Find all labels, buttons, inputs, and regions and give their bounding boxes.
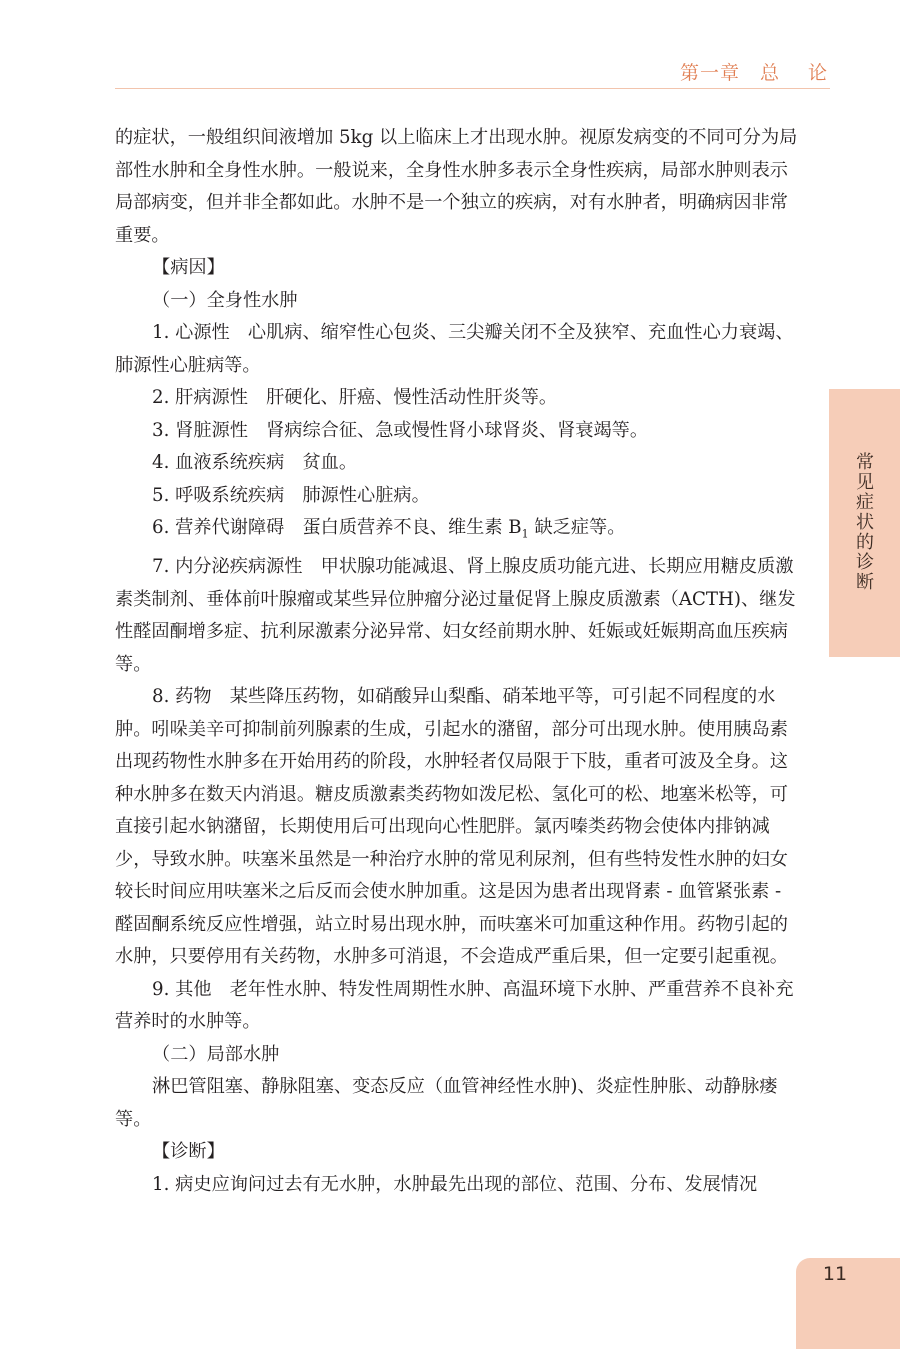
diagnosis-item-1: 1. 病史应询问过去有无水肿，水肿最先出现的部位、范围、分布、发展情况 xyxy=(152,1173,758,1195)
body-text xyxy=(115,122,805,1201)
subheading-local-edema: （二）局部水肿 xyxy=(152,1043,280,1065)
cause-item-7: 7. 内分泌疾病源性 甲状腺功能减退、肾上腺皮质功能亢进、长期应用糖皮质激素类制剂、垂体前叶腺瘤或某些异位肿瘤分泌过量促肾上腺皮质激素（ACTH)、继发性醛固酮增多症、抗利尿激素分泌异常、妇女经前期水肿、妊娠或妊娠期高血压疾病等。 xyxy=(115,556,796,675)
cause-item-3: 3. 肾脏源性 肾病综合征、急或慢性肾小球肾炎、肾衰竭等。 xyxy=(152,419,649,441)
cause-item-6-text: 6. 营养代谢障碍 蛋白质营养不良、维生素 B xyxy=(152,517,522,538)
local-edema-text: 淋巴管阻塞、静脉阻塞、变态反应（血管神经性水肿)、炎症性肿胀、动静脉瘘等。 xyxy=(115,1076,778,1130)
vitamin-subscript: 1 xyxy=(521,527,529,541)
cause-item-8: 8. 药物 某些降压药物，如硝酸异山梨酯、硝苯地平等，可引起不同程度的水肿。吲哚美辛可抑制前列腺素的生成，引起水的潴留，部分可出现水肿。使用胰岛素出现药物性水肿多在开始用药的阶段，水肿轻者仅局限于下肢，重者可波及全身。这种水肿多在数天内消退。糖皮质激素类药物如泼尼松、氢化可的松、地塞米松等，可直接引起水钠潴留，长期使用后可出现向心性肥胖。氯丙嗪类药物会使体内排钠减少，导致水肿。呋塞米虽然是一种治疗水肿的常见利尿剂，但有些特发性水肿的妇女较长时间应用呋塞米之后反而会使水肿加重。这是因为患者出现肾素 - 血管紧张素 - 醛固酮系统反应性增强，站立时易出现水肿，而呋塞米可加重这种作用。药物引起的水肿，只要停用有关药物，水肿多可消退，不会造成严重后果，但一定要引起重视。 xyxy=(115,686,788,968)
intro-paragraph: 的症状，一般组织间液增加 5kg 以上临床上才出现水肿。视原发病变的不同可分为局部性水肿和全身性水肿。一般说来，全身性水肿多表示全身性疾病，局部水肿则表示局部病变，但并非全都如此。水肿不是一个独立的疾病，对有水肿者，明确病因非常重要。 xyxy=(115,127,798,246)
cause-item-6 xyxy=(115,512,805,551)
cause-item-1: 1. 心源性 心肌病、缩窄性心包炎、三尖瓣关闭不全及狭窄、充血性心力衰竭、肺源性心脏病等。 xyxy=(115,322,794,376)
cause-item-4: 4. 血液系统疾病 贫血。 xyxy=(152,452,358,473)
side-tab-label: 常见症状的诊断 xyxy=(853,452,874,592)
cause-item-9: 9. 其他 老年性水肿、特发性周期性水肿、高温环境下水肿、严重营养不良补充营养时的水肿等。 xyxy=(115,978,794,1033)
chapter-title-part2: 论 xyxy=(807,62,828,84)
chapter-number: 第一章 xyxy=(679,62,740,84)
chapter-title-part1: 总 xyxy=(759,62,780,84)
section-heading-cause: 【病因】 xyxy=(152,257,225,278)
cause-item-5: 5. 呼吸系统疾病 肺源性心脏病。 xyxy=(152,484,430,506)
page-number: 11 xyxy=(822,1263,848,1285)
subheading-systemic-edema: （一）全身性水肿 xyxy=(152,289,298,311)
cause-item-6-tail: 缺乏症等。 xyxy=(528,517,626,538)
section-heading-diagnosis: 【诊断】 xyxy=(152,1141,225,1163)
cause-item-2: 2. 肝病源性 肝硬化、肝癌、慢性活动性肝炎等。 xyxy=(152,387,558,408)
header-rule xyxy=(115,88,830,89)
running-header xyxy=(680,58,828,85)
